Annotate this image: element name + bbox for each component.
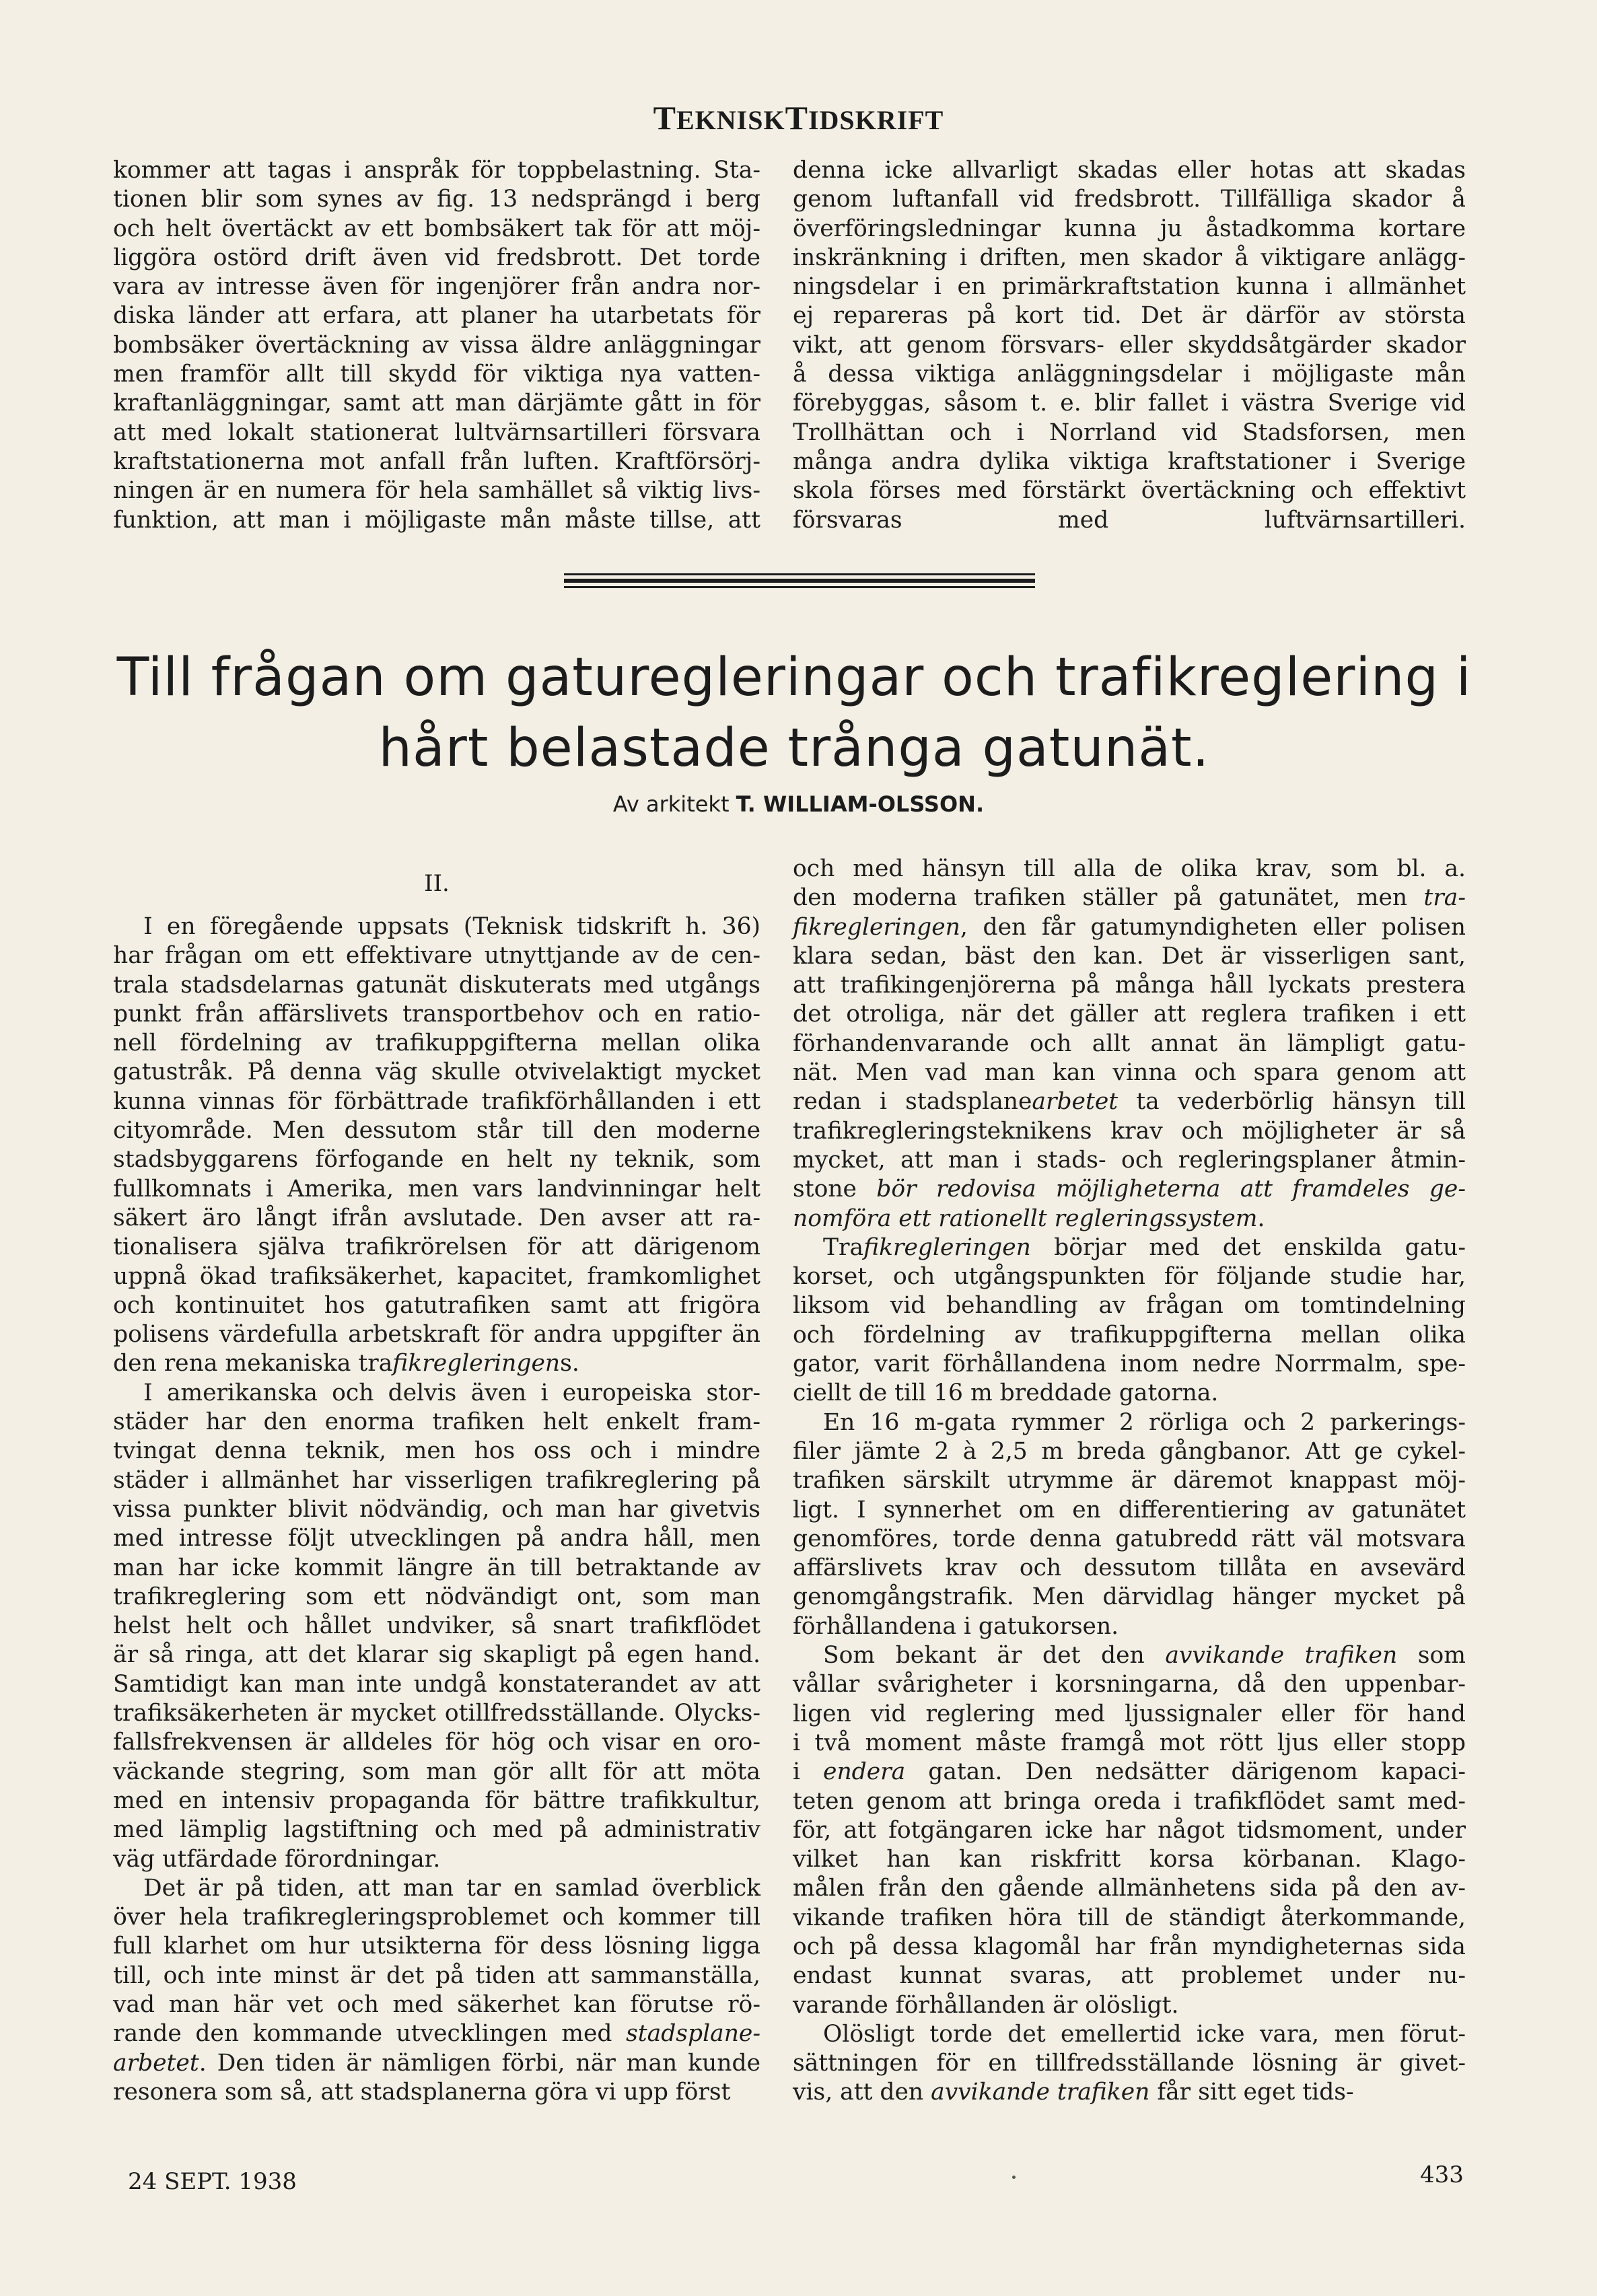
text-line: ningsdelar i en primärkraftstation kunna i allmänhet xyxy=(793,273,1466,301)
journal-masthead: TEKNISKTIDSKRIFT xyxy=(653,99,944,137)
text-line: genomföres, torde denna gatubredd rätt väl motsvara xyxy=(793,1525,1466,1552)
text-line: trafiken särskilt utrymme är däremot knappast möj- xyxy=(793,1467,1466,1495)
text-line: I en föregående uppsats (Teknisk tidskrift h. 36) xyxy=(143,913,760,940)
text-line: inskränkning i driften, men skador å viktigare anlägg- xyxy=(793,244,1466,271)
text-line: ej repareras på kort tid. Det är därför av största xyxy=(793,302,1466,330)
text-line: punkt från affärslivets transportbehov och en ratio- xyxy=(113,1000,760,1028)
body-left-column xyxy=(113,912,760,2107)
text-line: liggöra ostörd drift även vid fredsbrott. Det torde xyxy=(113,244,760,271)
paragraph xyxy=(113,912,760,1379)
text-line: målen från den gående allmänhetens sida på den av- xyxy=(793,1875,1466,1902)
text-line: vikt, att genom försvars- eller skyddsåtgärder skador xyxy=(793,331,1466,359)
text-line: polisens värdefulla arbetskraft för andra uppgifter än xyxy=(113,1321,760,1349)
text-line: kraftanläggningar, samt att man därjämte gått in för xyxy=(113,390,760,417)
text-line: stone bör redovisa möjligheterna att framdeles ge- xyxy=(793,1176,1466,1203)
text-line: väg utfärdade förordningar. xyxy=(113,1845,441,1873)
text-line: En 16 m-gata rymmer 2 rörliga och 2 parkerings- xyxy=(823,1408,1466,1436)
text-line: i två moment måste framgå mot rött ljus eller stopp xyxy=(793,1729,1466,1756)
text-line: nät. Men vad man kan vinna och spara genom att xyxy=(793,1059,1466,1087)
text-line: den moderna trafiken ställer på gatunätet, men tra- xyxy=(793,884,1466,912)
text-line: affärslivets krav och dessutom tillåta en avsevärd xyxy=(793,1554,1466,1582)
text-line: ligen vid reglering med ljussignaler eller för hand xyxy=(793,1700,1466,1727)
footer-dot xyxy=(1012,2176,1016,2179)
text-line: denna icke allvarligt skadas eller hotas att skadas xyxy=(793,157,1466,184)
text-line: klara sedan, bäst den kan. Det är visserligen sant, xyxy=(793,942,1466,970)
text-line: Trafikregleringen börjar med det enskilda gatu- xyxy=(823,1233,1466,1261)
text-line: fikregleringen, den får gatumyndigheten eller polisen xyxy=(793,913,1466,941)
text-line: funktion, att man i möjligaste mån måste tillse, att xyxy=(113,506,760,534)
text-line: genomgångstrafik. Men därvidlag hänger mycket på xyxy=(793,1583,1466,1611)
text-line: uppnå ökad trafiksäkerhet, kapacitet, framkomlighet xyxy=(113,1262,760,1290)
text-line: säkert äro långt ifrån avslutade. Den avser att ra- xyxy=(113,1204,760,1231)
body-right-column xyxy=(793,855,1466,2108)
text-line: tionen blir som synes av fig. 13 nedsprängd i berg xyxy=(113,186,760,213)
text-line: trala stadsdelarnas gatunät diskuterats med utgångs xyxy=(113,971,760,999)
text-line: i endera gatan. Den nedsätter därigenom kapaci- xyxy=(793,1758,1466,1786)
text-line: trafikreglering som ett nödvändigt ont, som man xyxy=(113,1583,760,1610)
text-line: att med lokalt stationerat lultvärnsartilleri försvara xyxy=(113,419,760,446)
section-divider xyxy=(564,573,1035,588)
text-line: den rena mekaniska trafikregleringens. xyxy=(113,1350,579,1377)
paragraph xyxy=(793,1641,1466,2020)
text-line: sättningen för en tillfredsställande lösning är givet- xyxy=(793,2050,1466,2077)
text-line: fallsfrekvensen är alldeles för hög och visar en oro- xyxy=(113,1729,760,1756)
text-line: ningen är en numera för hela samhället så viktig livs- xyxy=(113,477,760,505)
text-line: Trollhättan och i Norrland vid Stadsforsen, men xyxy=(793,419,1466,446)
text-line: arbetet. Den tiden är nämligen förbi, när man kunde xyxy=(113,2049,760,2077)
text-line: vad man här vet och med säkerhet kan förutse rö- xyxy=(113,1990,760,2018)
text-line: nomföra ett rationellt regleringssystem. xyxy=(793,1205,1265,1232)
text-line: liksom vid behandling av frågan om tomtindelning xyxy=(793,1292,1466,1320)
text-line: mycket, att man i stads- och regleringsplaner åtmin- xyxy=(793,1146,1466,1174)
text-line: ligt. I synnerhet om en differentiering av gatunätet xyxy=(793,1496,1466,1523)
text-line: men framför allt till skydd för viktiga nya vatten- xyxy=(113,361,760,388)
text-line: det otroliga, när det gäller att reglera trafiken i ett xyxy=(793,1001,1466,1028)
text-line: väckande stegring, som man gör allt för att möta xyxy=(113,1758,760,1785)
text-line: resonera som så, att stadsplanerna göra vi upp först xyxy=(113,2078,731,2106)
text-line: genom luftanfall vid fredsbrott. Tillfälliga skador å xyxy=(793,186,1466,213)
text-line: med lämplig lagstiftning och med på administrativ xyxy=(113,1816,760,1844)
paragraph xyxy=(113,1874,760,2107)
paragraph xyxy=(793,1408,1466,1641)
section-number: II. xyxy=(424,870,450,897)
text-line: över hela trafikregleringsproblemet och kommer till xyxy=(113,1904,760,1931)
text-line: helst helt och hållet undviker, så snart trafikflödet xyxy=(113,1612,760,1640)
text-line: vilket han kan riskfritt korsa körbanan. Klago- xyxy=(793,1846,1466,1873)
text-line: vis, att den avvikande trafiken får sitt eget tids- xyxy=(793,2079,1354,2106)
text-line: vara av intresse även för ingenjörer från andra nor- xyxy=(113,273,760,301)
footer-date: 24 SEPT. 1938 xyxy=(128,2168,297,2195)
text-line: städer i allmänhet har visserligen trafikreglering på xyxy=(113,1466,760,1494)
text-line: bombsäker övertäckning av vissa äldre anläggningar xyxy=(113,331,760,359)
text-line: städer har den enorma trafiken helt enkelt fram- xyxy=(113,1408,760,1436)
text-line: trafiksäkerheten är mycket otillfredsställande. Olycks- xyxy=(113,1700,760,1727)
text-line: och på dessa klagomål har från myndigheternas sida xyxy=(793,1933,1466,1960)
text-line: förhandenvarande och allt annat än lämpligt gatu- xyxy=(793,1030,1466,1057)
text-line: rande den kommande utvecklingen med stadsplane- xyxy=(113,2020,760,2048)
text-line: överföringsledningar kunna ju åstadkomma kortare xyxy=(793,215,1466,242)
page-number: 433 xyxy=(1420,2161,1464,2188)
text-line: tionalisera själva trafikrörelsen för att därigenom xyxy=(113,1233,760,1261)
text-line: för, att fotgängaren icke har något tidsmoment, under xyxy=(793,1816,1466,1844)
text-line: och fördelning av trafikuppgifterna mellan olika xyxy=(793,1321,1466,1349)
text-line: Som bekant är det den avvikande trafiken som xyxy=(823,1642,1466,1670)
text-line: kunna vinnas för förbättrade trafikförhållanden i ett xyxy=(113,1087,760,1115)
text-line: gator, varit förhållandena inom nedre Norrmalm, spe- xyxy=(793,1351,1466,1378)
text-line: och kontinuitet hos gatutrafiken samt att frigöra xyxy=(113,1291,760,1319)
text-line: försvaras med luftvärnsartilleri. xyxy=(793,506,1466,534)
text-line: är så ringa, att det klarar sig skapligt på egen hand. xyxy=(113,1641,760,1669)
text-line: och helt övertäckt av ett bombsäkert tak för att möj- xyxy=(113,215,760,242)
text-line: kommer att tagas i anspråk för toppbelastning. Sta- xyxy=(113,157,760,184)
text-line: teten genom att bringa oreda i trafikflödet samt med- xyxy=(793,1787,1466,1815)
text-line: till, och inte minst är det på tiden att sammanställa, xyxy=(113,1962,760,1989)
top-right-column xyxy=(793,156,1466,535)
text-line: förebyggas, såsom t. e. blir fallet i västra Sverige vid xyxy=(793,390,1466,417)
top-left-column xyxy=(113,156,760,535)
text-line: man har icke kommit längre än till betraktande av xyxy=(113,1554,760,1581)
text-line: vållar svårigheter i korsningarna, då den uppenbar- xyxy=(793,1671,1466,1698)
paragraph xyxy=(113,1379,760,1874)
text-line: många andra dylika viktiga kraftstationer i Sverige xyxy=(793,447,1466,475)
paragraph xyxy=(793,2020,1466,2108)
text-line: endast kunnat svaras, att problemet under nu- xyxy=(793,1962,1466,1990)
text-line: har frågan om ett effektivare utnyttjande av de cen- xyxy=(113,942,760,970)
text-line: Olösligt torde det emellertid icke vara, men förut- xyxy=(823,2020,1466,2048)
text-line: nell fördelning av trafikuppgifterna mellan olika xyxy=(113,1030,760,1057)
text-line: diska länder att erfara, att planer ha utarbetats för xyxy=(113,302,760,330)
author-byline: Av arkitekt T. WILLIAM-OLSSON. xyxy=(612,791,985,817)
text-line: stadsbyggarens förfogande en helt ny teknik, som xyxy=(113,1146,760,1174)
text-line: och med hänsyn till alla de olika krav, som bl. a. xyxy=(793,855,1466,882)
text-line: fullkomnats i Amerika, men vars landvinningar helt xyxy=(113,1175,760,1203)
title-line-1: Till frågan om gaturegleringar och trafikreglering i xyxy=(116,647,1472,708)
text-line: gatustråk. På denna väg skulle otvivelaktigt mycket xyxy=(113,1059,760,1086)
title-line-2: hårt belastade trånga gatunät. xyxy=(378,718,1210,779)
text-line: vikande trafiken höra till de ständigt återkommande, xyxy=(793,1904,1466,1931)
text-line: trafikregleringsteknikens krav och möjligheter är så xyxy=(793,1117,1466,1145)
text-line: Det är på tiden, att man tar en samlad överblick xyxy=(143,1874,760,1902)
text-line: korset, och utgångspunkten för följande studie har, xyxy=(793,1263,1466,1291)
text-line: å dessa viktiga anläggningsdelar i möjligaste mån xyxy=(793,361,1466,388)
text-line: filer jämte 2 à 2,5 m breda gångbanor. Att ge cykel- xyxy=(793,1437,1466,1465)
paragraph xyxy=(793,855,1466,1233)
text-line: ciellt de till 16 m breddade gatorna. xyxy=(793,1379,1219,1407)
text-line: vissa punkter blivit nödvändig, och man har givetvis xyxy=(113,1495,760,1523)
text-line: med en intensiv propaganda för bättre trafikkultur, xyxy=(113,1787,760,1814)
article-title xyxy=(81,643,1507,784)
text-line: med intresse följt utvecklingen på andra håll, men xyxy=(113,1525,760,1552)
text-line: cityområde. Men dessutom står till den moderne xyxy=(113,1117,760,1145)
paragraph xyxy=(793,1233,1466,1408)
text-line: varande förhållanden är olösligt. xyxy=(793,1991,1179,2019)
text-line: redan i stadsplanearbetet ta vederbörlig hänsyn till xyxy=(793,1088,1466,1116)
text-line: skola förses med förstärkt övertäckning och effektivt xyxy=(793,477,1466,505)
text-line: kraftstationerna mot anfall från luften. Kraftförsörj- xyxy=(113,447,760,475)
text-line: full klarhet om hur utsikterna för dess lösning ligga xyxy=(113,1933,760,1960)
text-line: I amerikanska och delvis även i europeiska stor- xyxy=(143,1379,760,1406)
text-line: tvingat denna teknik, men hos oss och i mindre xyxy=(113,1437,760,1465)
text-line: att trafikingenjörerna på många håll lyckats prestera xyxy=(793,972,1466,999)
text-line: förhållandena i gatukorsen. xyxy=(793,1612,1119,1640)
text-line: Samtidigt kan man inte undgå konstaterandet av att xyxy=(113,1670,760,1698)
